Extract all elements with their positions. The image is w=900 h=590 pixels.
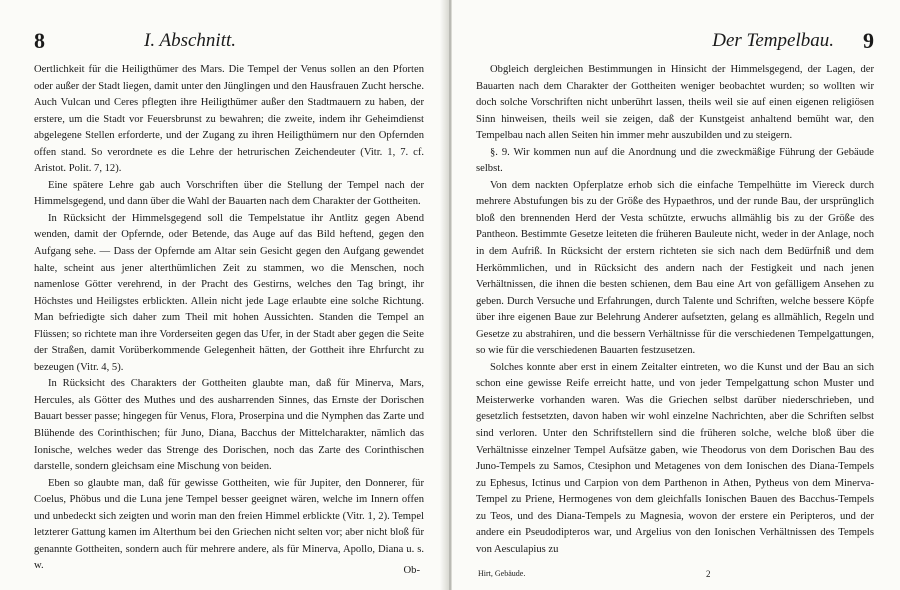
signature-mark: Hirt, Gebäude. — [478, 569, 526, 578]
paragraph: Solches konnte aber erst in einem Zeitalter eintreten, wo die Kunst und der Bau an sich schon eine gewisse Reife erreicht hatte, und von jeder Tempelgattung schon Muster und Meisterwerke vorhanden waren. Was die Griechen selbst darüber niederschrieben, und gesetzlich festsetzten, davon haben wir wohl einzelne Nachrichten, aber die Schriften selbst sind verloren. Unter den Schriftstellern sind die früheren solche, welche bloß über die Verhältnisse einzelner Tempel Aufsätze gaben, wie Theodorus von dem Dorischen Bau des Juno-Tempels zu Samos, Ctesiphon und Metagenes von dem Ionischen des Diana-Tempels zu Ephesus, Ictinus und Carpion von dem Parthenon in Athen, Pytheus von dem Minerva-Tempel zu Priene, Hermogenes von dem gleichfalls Ionischen Bauen des Bacchus-Tempels zu Teos, und des Diana-Tempels zu Magnesia, wovon der erstere ein Peripteros, und der andere ein Pseudodipteros war, und Argelius von den Ionischen Verhältnissen des Tempels von Aesculapius zu — [476, 361, 874, 555]
paragraph: Eben so glaubte man, daß für gewisse Gottheiten, wie für Jupiter, den Donnerer, für Coelus, Phöbus und die Luna jene Tempel besser geeignet wären, welche im Innern offen und unbedeckt sich zeigten und worin man den freien Himmel erblickte (Vitr. 1, 2). Tempel letzterer Gattung kamen im Alterthum bei den Griechen nicht selten vor; aber nicht bloß für genannte Gottheiten, sondern auch für mehrere andere, als für Minerva, Apollo, Diana u. s. w. — [34, 477, 424, 572]
signature-line — [478, 569, 878, 578]
paragraph: §. 9. Wir kommen nun auf die Anordnung und die zweckmäßige Führung der Gebäude selbst. — [476, 146, 874, 175]
running-title: I. Abschnitt. — [144, 30, 237, 51]
right-page-header — [476, 28, 874, 56]
page-number: 9 — [863, 28, 874, 53]
signature-number: 2 — [706, 569, 711, 579]
paragraph: In Rücksicht des Charakters der Gottheiten glaubte man, daß für Minerva, Mars, Hercules, als Götter des Muthes und des ausharrenden Sinnes, das Ernste der Dorischen Bauart besser passe; hingegen für Venus, Flora, Proserpina und die Nymphen das Zarte und Blühende des Corinthischen; für Juno, Diana, Bacchus der Mittelcharakter, nämlich das Ionische, welches weder das Strenge des Dorischen, noch das Zarte des Corinthischen darstelle, sondern gleichsam eine Mischung von beiden. — [34, 378, 424, 473]
running-title: Der Tempelbau. — [712, 30, 834, 51]
catchword: Ob- — [403, 565, 420, 576]
page-number: 8 — [34, 28, 45, 53]
paragraph: Eine spätere Lehre gab auch Vorschriften über die Stellung der Tempel nach der Himmelsgegend, und dann über die Wahl der Bauarten nach dem Charakter der Gottheiten. — [34, 179, 424, 208]
left-page-body — [34, 62, 424, 575]
left-page — [0, 0, 448, 590]
paragraph: Oertlichkeit für die Heiligthümer des Mars. Die Tempel der Venus sollen an den Pforten oder außer der Stadt liegen, damit unter den Jünglingen und den Hausfrauen Zucht hersche. Auch Vulcan und Ceres pflegten ihre Heiligthümer außer den Stadtmauern zu haben, der erstere, um die Stadt vor Feuersbrunst zu bewahren; die zweite, indem ihr Geheimdienst abgelegene Stellen erforderte, und der Zugang zu ihren Heiligthümern nur den Opfernden offen stand. So verordnete es die Lehre der hetrurischen Zeichendeuter (Vitr. 1, 7. cf. Aristot. Polit. 7, 12). — [34, 64, 424, 175]
right-page — [452, 0, 900, 590]
paragraph: In Rücksicht der Himmelsgegend soll die Tempelstatue ihr Antlitz gegen Abend wenden, damit der Opfernde, oder Betende, das Auge auf das Bild heftend, gegen den Aufgang sehe. — Dass der Opfernde am Altar sein Gesicht gegen den Aufgang gewendet halte, scheint aus jener alterthümlichen Zeit zu stammen, wo die Menschen, noch namenlose Götter verehrend, in der Pracht des Gestirns, welches den Tag bringt, ihr Höchstes und Heiligstes erblickten. Allein nicht jede Lage erlaubte eine solche Richtung. Man befriedigte sich daher zum Theil mit hohen Aussichten. Standen die Tempel an Flüssen; so richtete man ihre Vorderseiten gegen das Ufer, in der Stadt aber gegen die Seite der Straßen, damit Vorüberkommende Gelegenheit hätten, der Gottheit ihre Ehrfurcht zu bezeugen (Vitr. 4, 5). — [34, 212, 424, 373]
paragraph: Obgleich dergleichen Bestimmungen in Hinsicht der Himmelsgegend, der Lagen, der Bauarten nach dem Charakter der Gottheiten weniger beobachtet wurden; so wollten wir doch solche Vorschriften nicht unberührt lassen, theils weil sie auf einen eigenen religiösen Sinn hinweisen, theils weil sie zeigen, daß der Kunstgeist anhaltend bemüht war, den Tempelbau nach allen Seiten hin immer mehr auszubilden und zu steigern. — [476, 64, 874, 142]
right-page-body — [476, 62, 874, 558]
paragraph: Von dem nackten Opferplatze erhob sich die einfache Tempelhütte im Viereck durch mehrere Abstufungen bis zu der Größe des Hypaethros, und der runde Bau, der ursprünglich bloß den brennenden Herd der Vesta schützte, erwuchs allmählig bis zu der Größe des Pantheon. Bestimmte Gesetze leiteten die früheren Bauleute nicht, weder in der Anlage, noch in dem Aufriß. In Rücksicht der erstern richteten sie sich nach dem Bedürfniß und dem Herkömmlichen, und in Rücksicht des andern nach der Festigkeit und nach jenen Verhältnissen, die ihnen die besten schienen, dem Bau eine Art von gefälligem Ansehen zu geben. Durch Versuche und Erfahrungen, durch Talente und Schriften, welche bessere Köpfe über ihre eigenen Baue zur Belehrung Anderer aufsetzten, gelang es allmählich, Regeln und Gesetze zu abstrahiren, und die bessern Verhältnisse für die verschiedenen Tempelgattungen, so wie für die verschiedenen Bauarten festzusetzen. — [476, 179, 874, 357]
left-page-header — [34, 28, 424, 56]
